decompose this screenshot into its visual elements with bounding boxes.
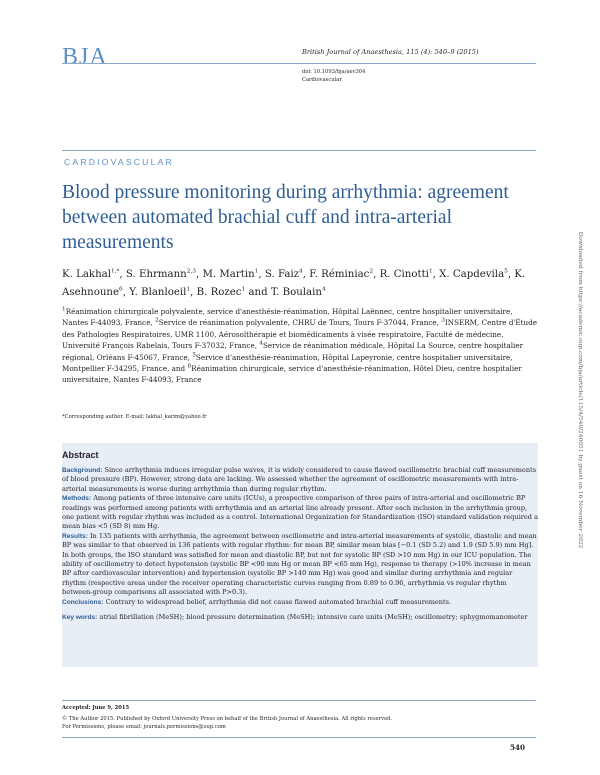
keywords <box>62 613 538 622</box>
journal-logo: BJA <box>62 44 108 70</box>
author-affiliation-mark: 4 <box>321 286 326 293</box>
journal-reference: British Journal of Anaesthesia, 115 (4): 540–9 (2015) <box>302 48 479 56</box>
abstract-section-text: Among patients of three intensive care units (ICUs), a prospective comparison of three pairs of intra-arterial and oscillometric BP readings was performed among patients with arrhythmia and an arterial line already present. After each inclusion in the arrhythmia group, one patient with regular rhythm was included as a control. International Organization for Standardization (ISO) standard validation required a mean bias <5 (SD 8) mm Hg. <box>62 494 538 531</box>
abstract-paragraph <box>62 466 538 494</box>
affiliation-mark: 4 <box>259 340 263 347</box>
page-bottom-divider <box>62 737 536 738</box>
author-name: K. Lakhal <box>62 269 111 280</box>
keywords-label: Key words: <box>62 614 98 622</box>
author-name: X. Capdevila <box>439 269 505 280</box>
affiliation-text: INSERM, Centre d'Étude des Pathologies Respiratoires, UMR 1100, Aérosolthérapie et biomédicaments à visée respiratoire, Faculté de médecine, Université François Rabelais, Tours F-37032, France, <box>62 318 538 351</box>
abstract-section-text: Contrary to widespread belief, arrhythmia did not cause flawed automated brachial cuff measurements. <box>105 597 452 606</box>
abstract-section-text: In 135 patients with arrhythmia, the agreement between oscillometric and intra-arterial measurements of systolic, diastolic and mean BP was similar to that observed in 136 patients with regular rhythm: for mean BP, similar mean bias [−0.1 (SD 5.2) and 1.9 (SD 5.9) mm Hg]. In both groups, the ISO standard was satisfied for mean and diastolic BP, but not for systolic BP (SD >10 mm Hg) in our ICU population. The ability of oscillometry to detect hypotension (systolic BP <90 mm Hg or mean BP <65 mm Hg), response to therapy (>10% increase in mean BP after cardiovascular intervention) and hypertension (systolic BP >140 mm Hg) was good and similar during arrhythmia and regular rhythm (respective areas under the receiver operating characteristic curves ranging from 0.89 to 0.96, arrhythmia vs regular rhythm between-group comparisons all associated with P>0.3). <box>62 531 537 597</box>
author-separator: , <box>373 269 380 280</box>
author-name: R. Cinotti <box>379 269 429 280</box>
abstract-paragraph <box>62 494 538 532</box>
author-name: M. Martin <box>202 269 255 280</box>
abstract-section-label: Results: <box>62 532 88 540</box>
affiliation-text: Service d'anesthésie-réanimation, Hôpital Lapeyronie, centre hospitalier universitaire, Montpellier F-34295, France, and <box>62 352 513 374</box>
author-name: S. Ehrmann <box>125 269 187 280</box>
article-title: Blood pressure monitoring during arrhythmia: agreement between automated brachial cuff and intra-arterial measurements <box>62 182 509 253</box>
author-name: Y. Blanloeil <box>129 286 187 298</box>
abstract-content <box>62 450 538 623</box>
author-separator: , <box>195 269 203 280</box>
section-tag: CARDIOVASCULAR <box>64 157 174 167</box>
abstract-section-text: Since arrhythmia induces irregular pulse waves, it is widely considered to cause flawed oscillometric brachial cuff measurements of blood pressure (BP). However, strong data are lacking. We assessed whether the agreement of oscillometric measurements with intra-arterial measurements is worse during arrhythmia than during regular rhythm. <box>62 466 537 493</box>
affiliation-mark: 5 <box>192 352 196 359</box>
affiliation-text: Réanimation chirurgicale polyvalente, service d'anesthésie-réanimation, Hôpital Laënnec, centre hospitalier universitaire, Nantes F-44093, France, <box>62 307 513 328</box>
abstract-section-label: Methods: <box>62 495 92 503</box>
author-affiliation-mark: 2 <box>369 268 374 275</box>
copyright <box>62 715 392 732</box>
subject-category: Cardiovascular <box>302 77 342 83</box>
author-name: T. Boulain <box>270 286 322 298</box>
abstract-section-label: Conclusions: <box>62 598 104 606</box>
author-separator: , <box>258 269 265 280</box>
abstract-sections <box>62 466 538 607</box>
author-separator: and <box>245 286 271 298</box>
affiliation-text: Service de réanimation médicale, Hôpital La Source, centre hospitalier régional, Orléans F-45067, France, <box>62 341 524 362</box>
abstract-box <box>62 443 538 667</box>
author-list <box>62 266 536 301</box>
author-affiliation-mark: 2,3 <box>186 268 196 275</box>
affiliation-text: Réanimation chirurgicale, service d'anesthésie-réanimation, Hôtel Dieu, centre hospitalier universitaire, Nantes F-44093, France <box>62 364 522 385</box>
author-affiliation-mark: 1 <box>254 268 259 275</box>
keywords-text: atrial fibrillation (MeSH); blood pressure determination (MeSH); intensive care units (MeSH); oscillometry; sphygmomanometer <box>99 613 528 622</box>
affiliation-mark: 6 <box>187 363 192 370</box>
abstract-heading: Abstract <box>62 450 99 460</box>
author-separator: , <box>190 286 197 298</box>
affiliation-mark: 1 <box>62 306 66 313</box>
author-separator: , <box>122 286 130 298</box>
header-divider <box>62 63 536 64</box>
author-affiliation-mark: 1,* <box>111 268 120 275</box>
author-name: K. Asehnoune <box>62 269 526 298</box>
affiliation-text: Service de réanimation polyvalente, CHRU de Tours, Tours F-37044, France, <box>158 318 442 328</box>
author-separator: , <box>432 269 440 280</box>
abstract-paragraph <box>62 532 538 598</box>
author-affiliation-mark: 1 <box>241 286 246 293</box>
section-divider <box>62 150 536 151</box>
author-name: S. Faiz <box>264 269 300 280</box>
doi[interactable]: doi: 10.1093/bja/aev304 <box>302 69 366 75</box>
author-affiliation-mark: 1 <box>186 286 191 293</box>
author-affiliation-mark: 1 <box>428 268 433 275</box>
permissions-text: For Permissions, please email: journals.permissions@oup.com <box>62 724 226 731</box>
affiliation-mark: 2 <box>155 318 159 325</box>
author-affiliation-mark: 6 <box>119 286 123 293</box>
page-number: 540 <box>510 743 526 752</box>
author-name: B. Rozec <box>196 286 242 298</box>
abstract-section-label: Background: <box>62 467 103 474</box>
author-separator: , <box>507 269 515 280</box>
author-affiliation-mark: 5 <box>504 268 508 275</box>
affiliation-mark: 3 <box>441 318 445 325</box>
corresponding-author: *Corresponding author. E-mail: lakhal_karim@yahoo.fr <box>62 414 207 420</box>
footer-divider <box>62 700 536 701</box>
affiliations <box>62 306 538 386</box>
download-note: Downloaded from https://academic.oup.com/bja/article/115/4/540/240051 by guest on 16 November 2022 <box>577 231 583 549</box>
author-affiliation-mark: 4 <box>299 268 303 275</box>
author-separator: , <box>302 269 310 280</box>
abstract-paragraph <box>62 598 538 607</box>
author-name: F. Réminiac <box>309 269 370 280</box>
author-separator: , <box>119 269 126 280</box>
accepted-date: Accepted: June 9, 2015 <box>62 705 130 711</box>
copyright-text: © The Author 2015. Published by Oxford University Press on behalf of the British Journal of Anaesthesia. All rights reserved. <box>62 716 393 722</box>
